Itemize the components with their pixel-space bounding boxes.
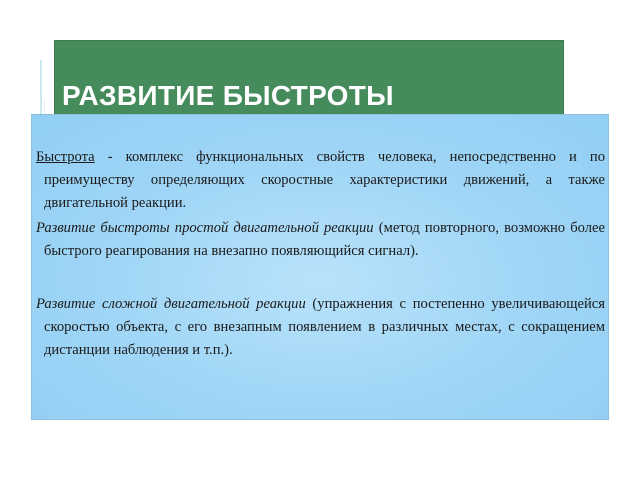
slide-title: РАЗВИТИЕ БЫСТРОТЫ xyxy=(62,80,394,111)
definition-paragraph xyxy=(36,146,605,215)
term-complex-reaction: Развитие сложной двигательной реакции xyxy=(36,296,306,312)
term-speed: Быстрота xyxy=(36,149,95,165)
definition-text: - комплекс функциональных свойств человека, непосредственно и по преимуществу определяющих скоростные характеристики движений, а также двигательной реакции. xyxy=(44,149,605,211)
complex-reaction-text: (упражнения с постепенно увеличивающейся скоростью объекта, с его внезапным появлением в различных местах, с сокращением дистанции наблюдения и т.п.). xyxy=(44,296,605,358)
simple-reaction-paragraph xyxy=(36,217,605,263)
term-simple-reaction: Развитие быстроты простой двигательной реакции xyxy=(36,220,374,236)
simple-reaction-text: (метод повторного, возможно более быстрого реагирования на внезапно появляющийся сигнал). xyxy=(44,220,605,259)
complex-reaction-paragraph xyxy=(36,293,605,362)
